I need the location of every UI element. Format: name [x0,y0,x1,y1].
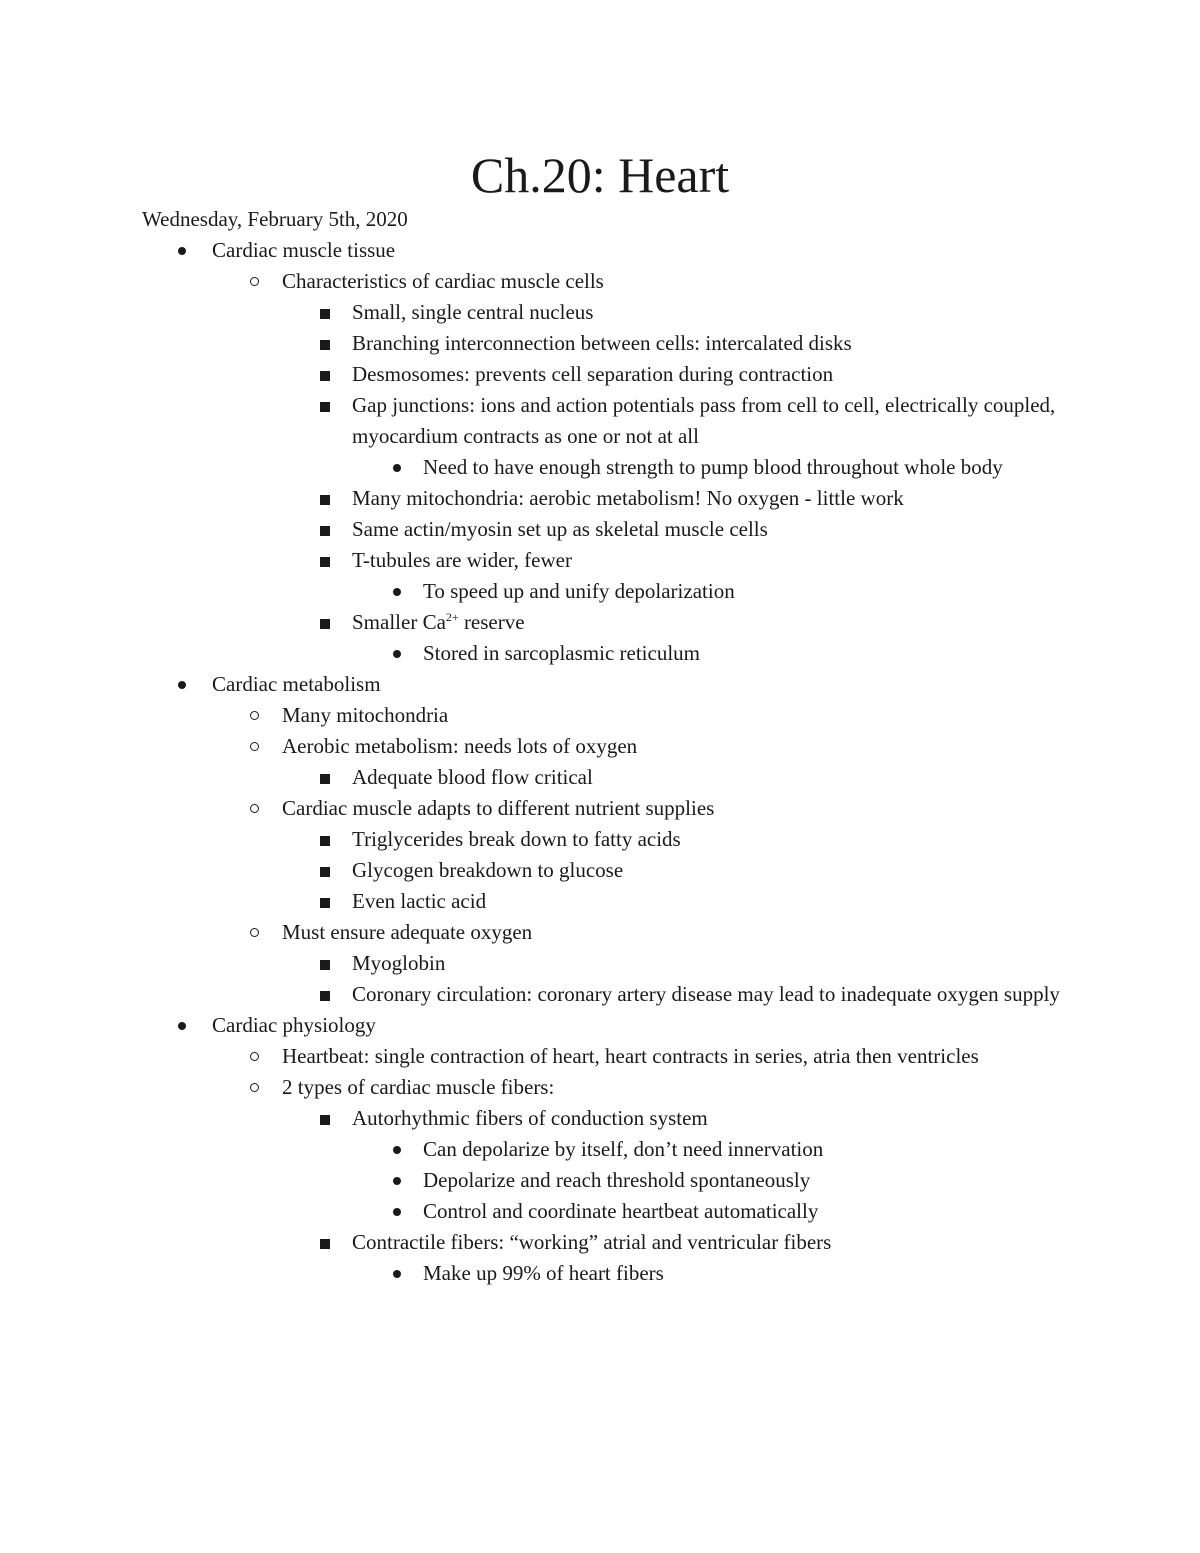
outline-item-main-text: Make up 99% of heart fibers [423,1261,664,1285]
notes-outline [0,235,1200,1289]
outline-item-main-text: Many mitochondria [282,703,449,727]
bullet-circle-icon [250,1052,259,1061]
bullet-disc-icon [178,1022,186,1030]
bullet-square-icon [320,526,330,536]
bullet-square-icon [320,557,330,567]
outline-item-text [423,1134,1043,1165]
outline-item-main-text: Adequate blood flow critical [352,765,593,789]
bullet-square-icon [320,340,330,350]
outline-item-level-2 [0,793,1200,824]
bullet-circle-icon [250,711,259,720]
outline-item-main-text: Branching interconnection between cells: intercalated disks [352,331,852,355]
bullet-disc-icon [393,588,401,596]
outline-item-level-3 [0,390,1200,452]
outline-item-text [352,1227,1062,1258]
bullet-square-icon [320,1115,330,1125]
outline-item-main-text: Aerobic metabolism: needs lots of oxygen [282,734,638,758]
outline-item-main-text: Depolarize and reach threshold spontaneously [423,1168,811,1192]
bullet-disc-icon [178,247,186,255]
outline-item-main-text: Contractile fibers: “working” atrial and ventricular fibers [352,1230,832,1254]
outline-item-text [352,824,1062,855]
outline-item-main-text: Myoglobin [352,951,446,975]
outline-item-text [282,266,1062,297]
outline-item-main-text: Many mitochondria: aerobic metabolism! No oxygen - little work [352,486,904,510]
bullet-circle-icon [250,928,259,937]
page-title: Ch.20: Heart [470,147,730,203]
outline-item-text [282,700,1062,731]
note-date: Wednesday, February 5th, 2020 [142,207,408,231]
bullet-disc-icon [393,1177,401,1185]
outline-item-main-text: Characteristics of cardiac muscle cells [282,269,604,293]
outline-item-level-2 [0,917,1200,948]
outline-item-text [352,328,1062,359]
bullet-square-icon [320,371,330,381]
outline-item-main-text: Glycogen breakdown to glucose [352,858,624,882]
outline-item-level-3 [0,979,1200,1010]
bullet-disc-icon [393,464,401,472]
outline-item-text [352,886,1062,917]
outline-item-main-text: Triglycerides break down to fatty acids [352,827,681,851]
outline-item-text [423,576,1043,607]
bullet-disc-icon [393,1208,401,1216]
outline-item-text [282,1041,1062,1072]
outline-item-level-1 [0,669,1200,700]
outline-item-level-3 [0,762,1200,793]
outline-item-text [212,1010,1062,1041]
outline-item-level-3 [0,824,1200,855]
outline-item-level-1 [0,235,1200,266]
outline-item-level-4 [0,1134,1200,1165]
outline-item-text [352,762,1062,793]
outline-item-level-4 [0,1258,1200,1289]
outline-item-main-text: Autorhythmic fibers of conduction system [352,1106,708,1130]
outline-item-level-2 [0,266,1200,297]
outline-item-trailing-text: reserve [458,610,525,634]
bullet-circle-icon [250,742,259,751]
outline-item-level-2 [0,1072,1200,1103]
bullet-square-icon [320,898,330,908]
bullet-circle-icon [250,1083,259,1092]
outline-item-main-text: Stored in sarcoplasmic reticulum [423,641,701,665]
outline-item-main-text: Cardiac physiology [212,1013,376,1037]
outline-item-text [352,359,1062,390]
outline-item-level-2 [0,1041,1200,1072]
outline-item-text [352,483,1062,514]
bullet-square-icon [320,619,330,629]
outline-item-text [352,948,1062,979]
outline-item-main-text: Cardiac muscle tissue [212,238,396,262]
bullet-square-icon [320,774,330,784]
outline-item-level-4 [0,452,1200,483]
outline-item-text [212,669,1062,700]
outline-item-text [352,855,1062,886]
outline-item-level-4 [0,1165,1200,1196]
outline-item-text [282,731,1062,762]
outline-item-text [352,390,1062,452]
bullet-square-icon [320,836,330,846]
outline-item-main-text: Cardiac muscle adapts to different nutrient supplies [282,796,715,820]
outline-item-main-text: Small, single central nucleus [352,300,594,324]
outline-item-main-text: Heartbeat: single contraction of heart, heart contracts in series, atria then ventricles [282,1044,979,1068]
superscript-text: 2+ [445,610,459,624]
outline-item-text [352,545,1062,576]
bullet-disc-icon [393,1270,401,1278]
outline-item-main-text: Control and coordinate heartbeat automatically [423,1199,819,1223]
outline-item-level-4 [0,1196,1200,1227]
bullet-circle-icon [250,277,259,286]
bullet-disc-icon [393,650,401,658]
outline-item-main-text: Must ensure adequate oxygen [282,920,533,944]
outline-item-text [352,979,1062,1010]
bullet-disc-icon [393,1146,401,1154]
outline-item-main-text: Cardiac metabolism [212,672,381,696]
outline-item-text [423,638,1043,669]
outline-item-text [282,793,1062,824]
outline-item-text [352,514,1062,545]
outline-item-main-text: Gap junctions: ions and action potentials pass from cell to cell, electrically coupled, myocardium contracts as one or not at all [352,393,1056,448]
bullet-circle-icon [250,804,259,813]
outline-item-level-3 [0,855,1200,886]
outline-item-main-text: Can depolarize by itself, don’t need innervation [423,1137,824,1161]
bullet-square-icon [320,309,330,319]
outline-item-main-text: Even lactic acid [352,889,487,913]
bullet-disc-icon [178,681,186,689]
outline-item-text [282,1072,1062,1103]
bullet-square-icon [320,960,330,970]
outline-item-level-3 [0,297,1200,328]
outline-item-main-text: Need to have enough strength to pump blood throughout whole body [423,455,1003,479]
outline-item-main-text: Desmosomes: prevents cell separation during contraction [352,362,834,386]
outline-item-level-3 [0,1227,1200,1258]
outline-item-text [212,235,1062,266]
outline-item-level-2 [0,731,1200,762]
outline-item-text [423,1196,1043,1227]
outline-item-main-text: Same actin/myosin set up as skeletal muscle cells [352,517,768,541]
outline-item-text [352,297,1062,328]
outline-item-main-text: T-tubules are wider, fewer [352,548,572,572]
outline-item-level-4 [0,576,1200,607]
outline-item-level-3 [0,886,1200,917]
outline-item-main-text: To speed up and unify depolarization [423,579,735,603]
outline-item-text [423,1165,1043,1196]
outline-item-level-3 [0,545,1200,576]
bullet-square-icon [320,402,330,412]
outline-item-text [352,607,1062,638]
outline-item-main-text: Coronary circulation: coronary artery disease may lead to inadequate oxygen supply [352,982,1060,1006]
outline-item-level-1 [0,1010,1200,1041]
outline-item-text [282,917,1062,948]
outline-item-level-3 [0,948,1200,979]
outline-item-main-text: 2 types of cardiac muscle fibers: [282,1075,555,1099]
outline-item-text [352,1103,1062,1134]
outline-item-level-3 [0,359,1200,390]
bullet-square-icon [320,1239,330,1249]
bullet-square-icon [320,991,330,1001]
outline-item-level-4 [0,638,1200,669]
outline-item-text [423,452,1043,483]
outline-item-level-3 [0,328,1200,359]
outline-item-level-3 [0,607,1200,638]
outline-item-level-2 [0,700,1200,731]
outline-item-level-3 [0,483,1200,514]
outline-item-main-text: Smaller Ca [352,610,446,634]
bullet-square-icon [320,867,330,877]
outline-item-level-3 [0,1103,1200,1134]
outline-item-level-3 [0,514,1200,545]
outline-item-text [423,1258,1043,1289]
bullet-square-icon [320,495,330,505]
